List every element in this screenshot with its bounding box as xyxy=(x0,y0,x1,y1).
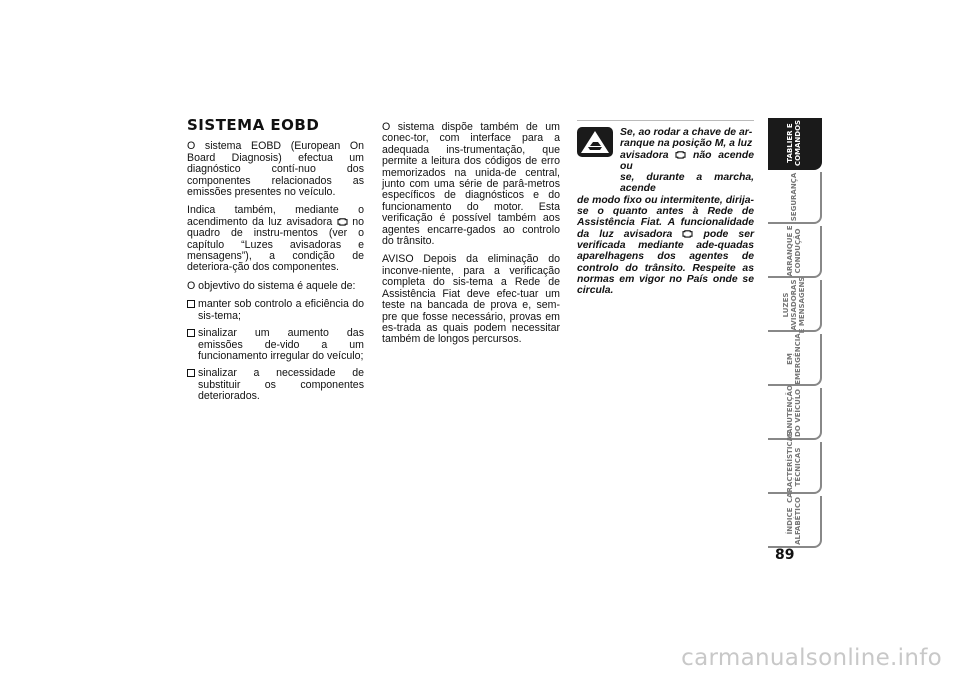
chapter-tabs xyxy=(768,118,822,550)
bullet-list xyxy=(187,299,364,402)
column-2 xyxy=(382,122,560,353)
tab-indice-alfabetico[interactable]: ÍNDICE ALFABÉTICO xyxy=(768,496,822,548)
tab-tablier-e-comandos[interactable]: TABLIER E COMANDOS xyxy=(768,118,822,170)
checkbox-bullet-icon xyxy=(187,369,195,377)
page-number: 89 xyxy=(775,547,795,563)
tab-seguranca[interactable]: SEGURANÇA xyxy=(768,172,822,224)
tab-luzes-avisadoras[interactable]: LUZES AVISADORAS E MENSAGENS xyxy=(768,280,822,332)
warning-text: Se, ao rodar a chave de ar- ranque na posição M, a luz avisadora não acende ou se, durante a marcha, acende de modo fixo ou intermitente, dirija-se o quanto antes à Rede de Assistência Fiat. A funcionalidade da luz avisadora pode ser verificada mediante ade-quadas aparelhagens dos agentes de controlo do trânsito. Respeite as normas em vigor no País onde se circula. xyxy=(577,127,755,297)
section-title: SISTEMA EOBD xyxy=(187,116,320,134)
tab-manutencao[interactable]: MANUTENÇÃO DO VEÍCULO xyxy=(768,388,822,440)
engine-check-lamp-icon xyxy=(682,229,693,238)
checkbox-bullet-icon xyxy=(187,300,195,308)
engine-check-lamp-icon xyxy=(337,217,348,226)
list-item: sinalizar a necessidade de substituir os componentes deteriorados. xyxy=(187,368,364,402)
paragraph: AVISO Depois da eliminação do inconve-niente, para a verificação completa do sis-tema a Rede de Assistência Fiat deve efec-tuar um teste na bancada de prova e, sem-pre que fosse necessário, provas em es-trada as quais podem necessitar também de longos percursos. xyxy=(382,253,560,346)
tab-arranque-e-conducao[interactable]: ARRANQUE E CONDUÇÃO xyxy=(768,226,822,278)
list-item: manter sob controlo a eficiência do sis-tema; xyxy=(187,299,364,322)
warning-box xyxy=(577,120,754,303)
paragraph: O objevtivo do sistema é aquele de: xyxy=(187,279,356,292)
paragraph: Indica também, mediante o acendimento da luz avisadora no quadro de instru-mentos (ver o capítulo “Luzes avisadoras e mensagens”), a condição de deteriora-ção dos componentes. xyxy=(187,204,364,274)
paragraph: O sistema EOBD (European On Board Diagnosis) efectua um diagnóstico contí-nuo dos componentes relacionados as emissões presentes no veículo. xyxy=(187,140,364,199)
list-item: sinalizar um aumento das emissões de-vido a um funcionamento irregular do veículo; xyxy=(187,328,364,362)
checkbox-bullet-icon xyxy=(187,329,195,337)
tab-em-emergencia[interactable]: EM EMERGÊNCIA xyxy=(768,334,822,386)
column-1 xyxy=(187,116,364,409)
engine-check-lamp-icon xyxy=(675,150,686,159)
warning-triangle-icon xyxy=(577,127,613,157)
tab-caracteristicas-tecnicas[interactable]: CARACTERÍSTICAS TÉCNICAS xyxy=(768,442,822,494)
paragraph: O sistema dispõe também de um conec-tor, com interface para a adequada ins-trumentação, que permite a leitura dos códigos de erro memorizados na unida-de central, junto com uma série de parâ-metros específicos de diagnósticos e do funcionamento do motor. Esta verificação é possível também aos agentes encarre-gados ao controlo do trânsito. xyxy=(382,121,560,248)
watermark: carmanualsonline.info xyxy=(681,645,942,671)
